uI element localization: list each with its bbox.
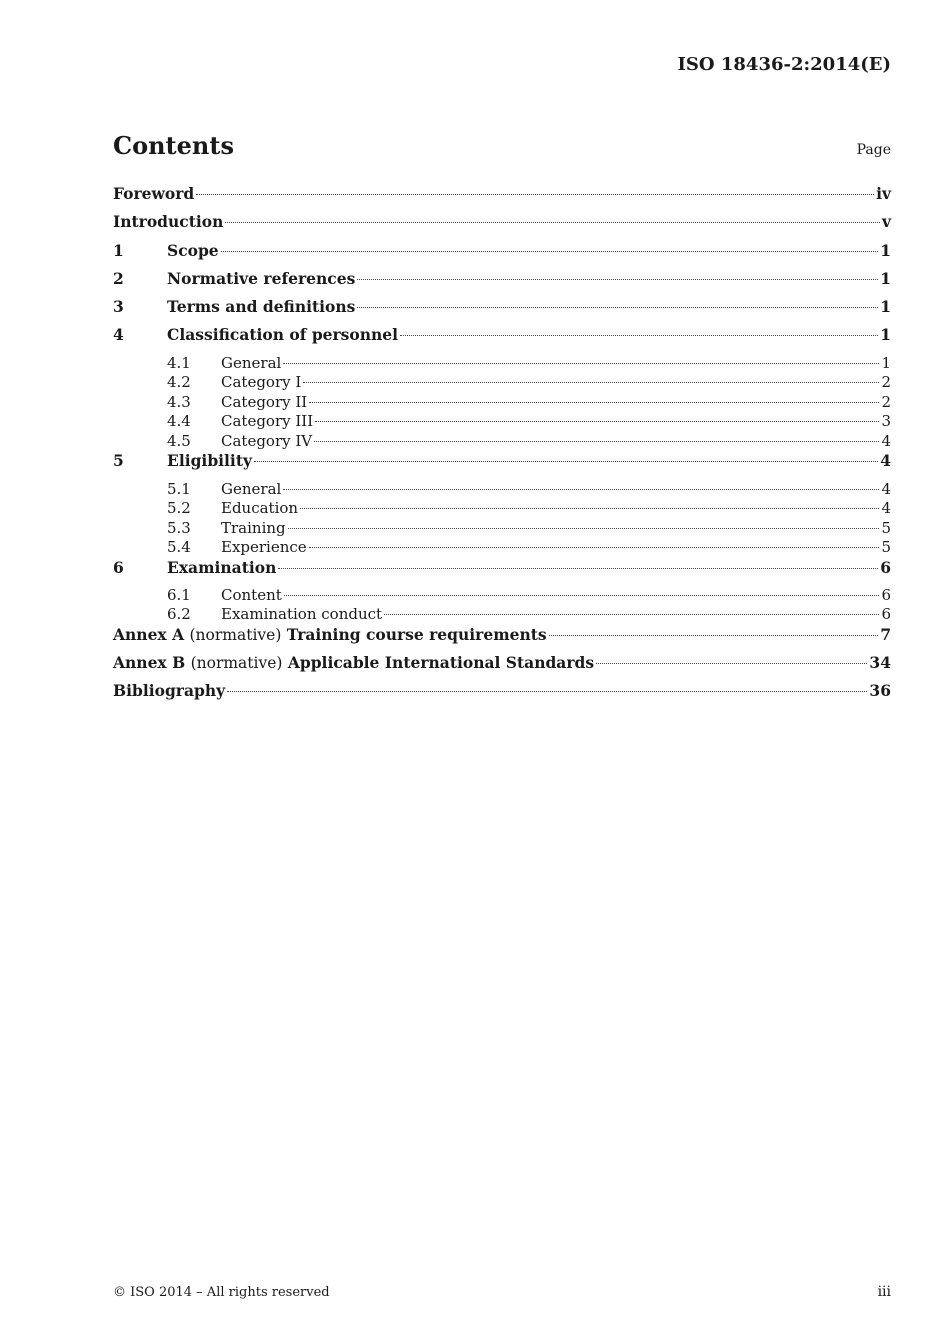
toc-leader-dots xyxy=(309,547,880,548)
contents-title: Contents xyxy=(113,131,234,160)
toc-leader-dots xyxy=(225,222,880,223)
toc-annex-title: Training course requirements xyxy=(286,624,547,644)
toc-entry-title: Content xyxy=(221,585,282,604)
toc-entry-title: Examination xyxy=(167,557,277,577)
toc-annex-type: (normative) xyxy=(189,625,282,644)
toc-entry-number: 4.3 xyxy=(167,392,191,411)
toc-entry-page: 5 xyxy=(881,518,891,537)
toc-entry-number: 6 xyxy=(113,557,124,577)
toc-entry[interactable] xyxy=(113,325,891,353)
toc-entry[interactable] xyxy=(113,558,891,586)
toc-entry-title: Category IV xyxy=(221,431,313,450)
toc-entry-number: 4.5 xyxy=(167,431,191,450)
toc-leader-dots xyxy=(221,251,879,252)
toc-entry-number: 4.1 xyxy=(167,353,191,372)
toc-annex-label: Annex A xyxy=(113,624,185,644)
toc-leader-dots xyxy=(227,691,867,692)
toc-entry[interactable] xyxy=(113,212,891,240)
toc-leader-dots xyxy=(300,508,879,509)
toc-annex-type: (normative) xyxy=(190,654,283,673)
toc-entry[interactable] xyxy=(113,393,891,413)
toc-entry-number: 3 xyxy=(113,297,124,317)
toc-entry-page: v xyxy=(881,212,891,232)
toc-entry-number: 4.2 xyxy=(167,373,191,392)
toc-entry-page: 6 xyxy=(881,605,891,624)
toc-entry-page: iv xyxy=(876,184,891,203)
toc-entry[interactable] xyxy=(113,519,891,539)
toc-entry-number: 5 xyxy=(113,451,124,471)
toc-entry-title: General xyxy=(221,479,282,498)
toc-leader-dots xyxy=(284,595,880,596)
toc-entry-title: Category II xyxy=(221,392,308,411)
toc-leader-dots xyxy=(288,528,880,529)
toc-entry-page: 6 xyxy=(880,557,891,577)
toc-entry-number: 4.4 xyxy=(167,412,191,431)
toc-entry-title: Foreword xyxy=(113,184,195,203)
toc-entry[interactable] xyxy=(113,297,891,325)
toc-leader-dots xyxy=(357,307,878,308)
toc-entry-number: 6.2 xyxy=(167,605,191,624)
toc-entry-number: 5.1 xyxy=(167,479,191,498)
toc-entry[interactable] xyxy=(113,354,891,374)
table-of-contents xyxy=(113,184,891,710)
toc-entry-page: 1 xyxy=(880,325,891,345)
toc-leader-dots xyxy=(196,194,874,195)
toc-leader-dots xyxy=(549,635,879,636)
toc-leader-dots xyxy=(400,335,878,336)
page-column-label: Page xyxy=(856,142,891,158)
toc-entry-number: 6.1 xyxy=(167,585,191,604)
header-doc-code: ISO 18436-2:2014(E) xyxy=(677,54,891,75)
toc-entry-page: 1 xyxy=(880,297,891,317)
toc-leader-dots xyxy=(314,441,879,442)
toc-entry-page: 2 xyxy=(881,373,891,392)
toc-entry-page: 6 xyxy=(881,585,891,604)
toc-entry[interactable] xyxy=(113,538,891,558)
toc-entry-page: 4 xyxy=(881,479,891,498)
toc-entry-page: 2 xyxy=(881,392,891,411)
toc-entry-number: 4 xyxy=(113,325,124,345)
toc-entry-page: 5 xyxy=(881,538,891,557)
toc-entry-title: Eligibility xyxy=(167,451,252,471)
toc-entry-page: 4 xyxy=(881,499,891,518)
toc-leader-dots xyxy=(254,461,878,462)
toc-entry[interactable] xyxy=(113,681,891,709)
toc-entry-title: Bibliography xyxy=(113,681,226,701)
toc-entry[interactable] xyxy=(113,499,891,519)
toc-leader-dots xyxy=(283,489,879,490)
toc-leader-dots xyxy=(278,568,878,569)
toc-leader-dots xyxy=(309,402,879,403)
toc-entry-title: Normative references xyxy=(167,268,356,288)
toc-entry-page: 3 xyxy=(881,412,891,431)
toc-entry-title: Experience xyxy=(221,538,307,557)
toc-entry[interactable] xyxy=(113,184,891,212)
toc-entry-number: 5.4 xyxy=(167,538,191,557)
toc-entry[interactable] xyxy=(113,605,891,625)
toc-entry-page: 1 xyxy=(880,268,891,288)
toc-entry-number: 5.2 xyxy=(167,499,191,518)
toc-entry-page: 34 xyxy=(869,653,891,673)
toc-entry[interactable] xyxy=(113,373,891,393)
toc-entry[interactable] xyxy=(113,480,891,500)
toc-entry-page: 7 xyxy=(880,624,891,644)
toc-entry[interactable] xyxy=(113,653,891,681)
toc-entry-title xyxy=(113,625,547,644)
toc-entry[interactable] xyxy=(113,432,891,452)
toc-leader-dots xyxy=(303,382,879,383)
toc-entry-number: 5.3 xyxy=(167,518,191,537)
toc-entry-title: Scope xyxy=(167,240,219,260)
toc-entry-title: Classification of personnel xyxy=(167,325,399,345)
footer-page-number: iii xyxy=(877,1284,891,1300)
toc-leader-dots xyxy=(357,279,878,280)
toc-entry-title: Introduction xyxy=(113,212,224,232)
toc-leader-dots xyxy=(384,614,879,615)
toc-entry-title xyxy=(113,653,594,672)
toc-entry-page: 4 xyxy=(880,451,891,471)
toc-leader-dots xyxy=(315,421,879,422)
toc-entry-page: 36 xyxy=(869,681,891,701)
toc-annex-label: Annex B xyxy=(113,653,186,673)
toc-entry-number: 2 xyxy=(113,268,124,288)
toc-leader-dots xyxy=(596,663,867,664)
toc-entry-page: 4 xyxy=(881,431,891,450)
toc-entry[interactable] xyxy=(113,241,891,269)
toc-entry-title: Education xyxy=(221,499,299,518)
toc-entry-title: Terms and definitions xyxy=(167,297,356,317)
toc-entry[interactable] xyxy=(113,269,891,297)
toc-annex-title: Applicable International Standards xyxy=(287,653,595,673)
toc-entry-title: General xyxy=(221,353,282,372)
toc-entry-title: Training xyxy=(221,518,286,537)
toc-entry-title: Category III xyxy=(221,412,314,431)
toc-entry[interactable] xyxy=(113,586,891,606)
toc-entry[interactable] xyxy=(113,451,891,479)
toc-entry-page: 1 xyxy=(880,240,891,260)
toc-leader-dots xyxy=(283,363,879,364)
toc-entry[interactable] xyxy=(113,412,891,432)
toc-entry-title: Examination conduct xyxy=(221,605,383,624)
footer-copyright: © ISO 2014 – All rights reserved xyxy=(113,1285,330,1300)
toc-entry-title: Category I xyxy=(221,373,302,392)
toc-entry-page: 1 xyxy=(881,353,891,372)
toc-entry[interactable] xyxy=(113,625,891,653)
toc-entry-number: 1 xyxy=(113,240,124,260)
